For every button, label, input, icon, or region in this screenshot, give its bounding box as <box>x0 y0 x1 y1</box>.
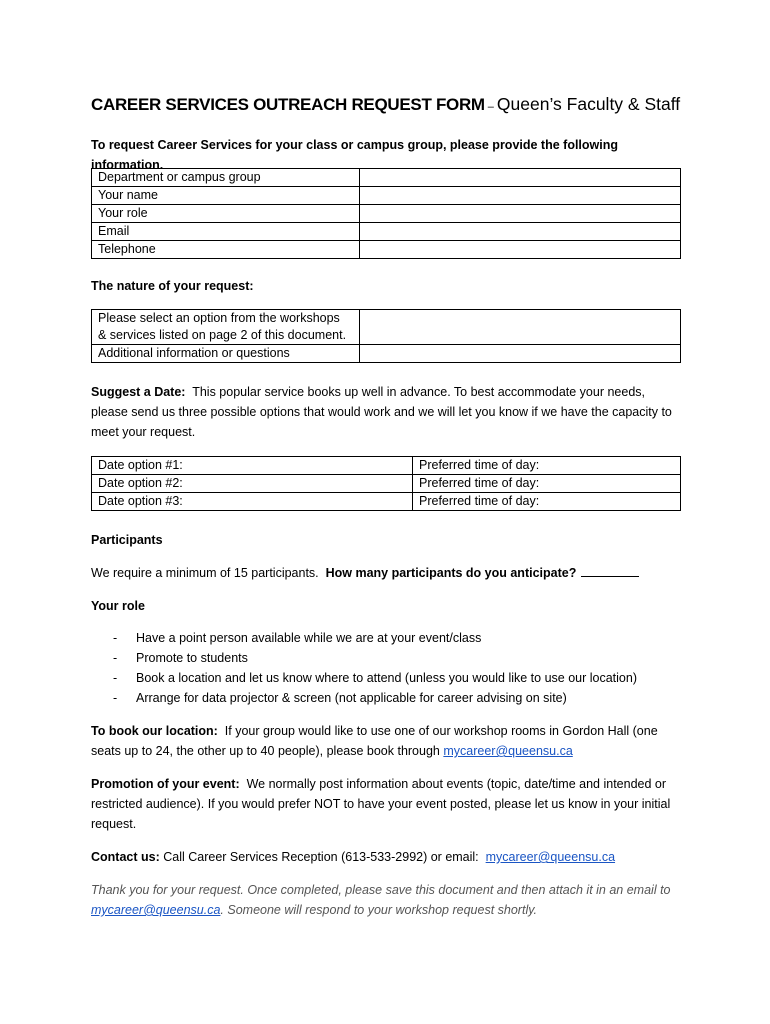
list-item <box>113 668 637 688</box>
date-options-table <box>91 456 681 511</box>
suggest-date-text: This popular service books up well in advance. To best accommodate your needs, please send us three possible options that would work and we will let you know if we have the capacity to meet your request. <box>91 385 672 439</box>
nature-table <box>91 309 681 363</box>
table-row <box>92 310 681 345</box>
preferred-time-1[interactable]: Preferred time of day: <box>413 457 681 475</box>
additional-info-input[interactable] <box>360 345 681 363</box>
book-location-label: To book our location: <box>91 724 218 738</box>
table-row <box>92 223 681 241</box>
date-option-1[interactable]: Date option #1: <box>92 457 413 475</box>
workshop-select-label <box>92 310 360 345</box>
field-label: Email <box>92 223 360 241</box>
title-dash: – <box>487 101 494 113</box>
field-label: Your name <box>92 187 360 205</box>
bullet-dash: - <box>113 671 118 685</box>
book-location-paragraph <box>91 721 681 761</box>
list-item <box>113 628 481 648</box>
table-row <box>92 475 681 493</box>
closing-paragraph <box>91 880 681 920</box>
table-row <box>92 205 681 223</box>
table-row <box>92 493 681 511</box>
field-label: Department or campus group <box>92 169 360 187</box>
closing-email-link[interactable]: mycareer@queensu.ca <box>91 903 221 917</box>
promotion-text: We normally post information about events (topic, date/time and intended or restricted audience). If you would prefer NOT to have your event posted, please let us know in your initial request. <box>91 777 671 831</box>
telephone-input[interactable] <box>360 241 681 259</box>
list-item <box>113 648 248 668</box>
table-row <box>92 241 681 259</box>
contact-label: Contact us: <box>91 850 160 864</box>
preferred-time-2[interactable]: Preferred time of day: <box>413 475 681 493</box>
bullet-dash: - <box>113 651 118 665</box>
contact-email-link[interactable]: mycareer@queensu.ca <box>485 850 616 864</box>
role-item-text: Book a location and let us know where to attend (unless you would like to use our location) <box>136 671 637 685</box>
bullet-dash: - <box>113 631 118 645</box>
closing-text-2: . Someone will respond to your workshop request shortly. <box>220 903 538 917</box>
nature-heading: The nature of your request: <box>91 279 254 293</box>
department-input[interactable] <box>360 169 681 187</box>
closing-text-1: Thank you for your request. Once completed, please save this document and then attach it in an email to <box>91 883 671 897</box>
date-option-3[interactable]: Date option #3: <box>92 493 413 511</box>
mycareer-email-link[interactable]: mycareer@queensu.ca <box>443 744 573 758</box>
field-label: Your role <box>92 205 360 223</box>
workshop-label-line-1: Please select an option from the workshops <box>98 311 340 325</box>
participants-heading: Participants <box>91 533 163 547</box>
role-item-text: Promote to students <box>136 651 248 665</box>
list-item <box>113 688 567 708</box>
page-title <box>91 94 680 115</box>
participants-question: How many participants do you anticipate? <box>325 566 577 580</box>
contact-text: Call Career Services Reception (613-533-2992) or email: <box>163 850 479 864</box>
promotion-paragraph <box>91 774 681 834</box>
email-input[interactable] <box>360 223 681 241</box>
contact-paragraph <box>91 847 681 867</box>
preferred-time-3[interactable]: Preferred time of day: <box>413 493 681 511</box>
participants-count-input[interactable] <box>581 564 639 577</box>
role-item-text: Arrange for data projector & screen (not applicable for career advising on site) <box>136 691 567 705</box>
intro-text: To request Career Services for your class or campus group, please provide the following information. <box>91 138 619 172</box>
participants-paragraph <box>91 563 681 583</box>
promotion-label: Promotion of your event: <box>91 777 240 791</box>
suggest-date-paragraph <box>91 382 681 442</box>
role-input[interactable] <box>360 205 681 223</box>
suggest-date-label: Suggest a Date: <box>91 385 186 399</box>
bullet-dash: - <box>113 691 118 705</box>
field-label: Telephone <box>92 241 360 259</box>
your-role-heading: Your role <box>91 599 145 613</box>
table-row <box>92 169 681 187</box>
table-row <box>92 345 681 363</box>
workshop-input[interactable] <box>360 310 681 345</box>
role-item-text: Have a point person available while we are at your event/class <box>136 631 482 645</box>
book-location-text: If your group would like to use one of our workshop rooms in Gordon Hall (one seats up to 24, the other up to 40 people), please book through <box>91 724 658 758</box>
date-option-2[interactable]: Date option #2: <box>92 475 413 493</box>
field-label: Additional information or questions <box>92 345 360 363</box>
name-input[interactable] <box>360 187 681 205</box>
table-row <box>92 457 681 475</box>
workshop-label-line-2: & services listed on page 2 of this document. <box>98 328 347 342</box>
contact-info-table <box>91 168 681 259</box>
table-row <box>92 187 681 205</box>
participants-text: We require a minimum of 15 participants. <box>91 566 319 580</box>
title-subtitle: Queen’s Faculty & Staff <box>496 94 681 114</box>
title-bold: CAREER SERVICES OUTREACH REQUEST FORM <box>91 95 485 114</box>
